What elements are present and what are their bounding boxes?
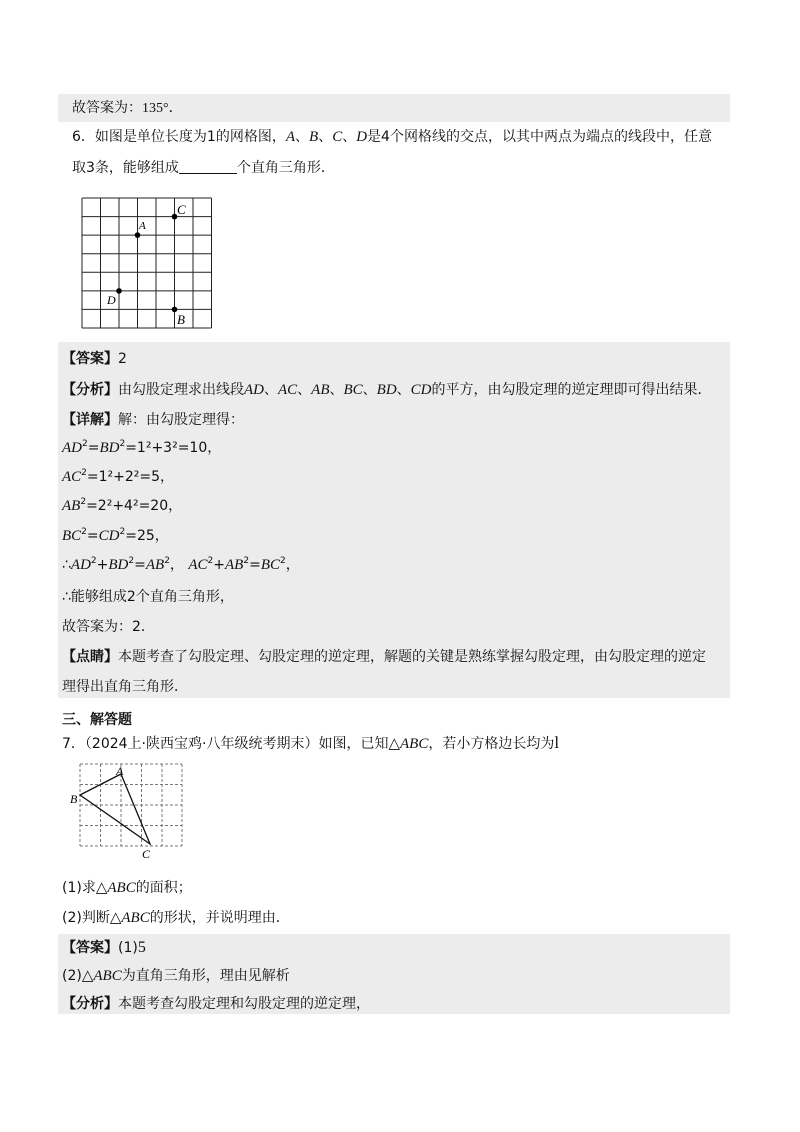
q6-conclusion: ∴能够组成2个直角三角形， [62,589,234,605]
answer-blank [179,158,237,174]
q7-analysis: 【分析】本题考查勾股定理和勾股定理的逆定理， [62,996,370,1012]
comment-tag: 【点睛】 [62,649,118,665]
eq-therefore: $\therefore AD^2+BD^2=AB^2$， $AC^2+AB^2=BC^2$， [62,556,300,573]
q6-detail-line: 【详解】解：由勾股定理得： [62,412,244,428]
q7-triangle-figure [66,760,190,862]
q7-line-1: 7．（2024上·陕西宝鸡·八年级统考期末）如图，已知△ABC，若小方格边长均为l [62,733,560,752]
q7-source: （2024上·陕西宝鸡·八年级统考期末） [84,736,319,752]
q6-analysis-line: 【分析】由勾股定理求出线段AD、AC、AB、BC、BD、CD的平方，由勾股定理的逆定理即可得出结果． [62,382,712,398]
q6-number: 6． [72,129,95,145]
label-c: C [177,202,186,217]
q7-part-1: (1)求△ABC的面积； [62,880,192,896]
prev-answer-value: 135° [142,101,169,116]
eq-bc-cd: $BC^2=CD^2=25$， [62,527,169,544]
q6-grid-figure [78,192,218,334]
point-d [116,288,122,294]
point-a [135,232,141,238]
answer-tag: 【答案】 [62,940,118,956]
label-d: D [107,293,116,307]
q6-comment-1: 【点睛】本题考查了勾股定理、勾股定理的逆定理，解题的关键是熟练掌握勾股定理，由勾股定理的逆定 [62,649,706,665]
section-heading: 三、解答题 [62,712,132,728]
q7-answer-1: 【答案】(1)5 [62,939,146,956]
q6-line-2: 取3条，能够组成 个直角三角形． [72,160,335,176]
detail-tag: 【详解】 [62,412,118,428]
analysis-tag: 【分析】 [62,996,118,1012]
q7-part-2: (2)判断△ABC的形状，并说明理由． [62,910,290,926]
label-b: B [177,312,185,327]
analysis-tag: 【分析】 [62,382,118,398]
q7-number: 7． [62,736,85,752]
label-a: A [139,220,146,232]
eq-ab: $AB^2=2^2+4^2=20$， [62,497,183,514]
grid-lines [82,198,212,328]
answer-tag: 【答案】 [62,351,118,367]
eq-ac: $AC^2=1^2+2^2=5$， [62,468,175,485]
q6-final: 故答案为：2． [62,619,155,635]
q7-answer-2: (2)△ABC为直角三角形，理由见解析 [62,968,290,984]
label-b: B [70,792,78,806]
eq-ad-bd: $AD^2=BD^2=1^2+3^2=10$， [62,439,222,456]
q6-line-1: 6．如图是单位长度为1的网格图，A、B、C、D是4个网格线的交点，以其中两点为端点的线段中，任意 [72,129,712,145]
prev-answer-line: 故答案为：135°． [72,100,183,116]
q6-answer-line: 【答案】2 [62,351,127,367]
q6-comment-2: 理得出直角三角形． [62,679,188,695]
label-a: A [116,764,124,778]
label-c: C [142,847,151,861]
